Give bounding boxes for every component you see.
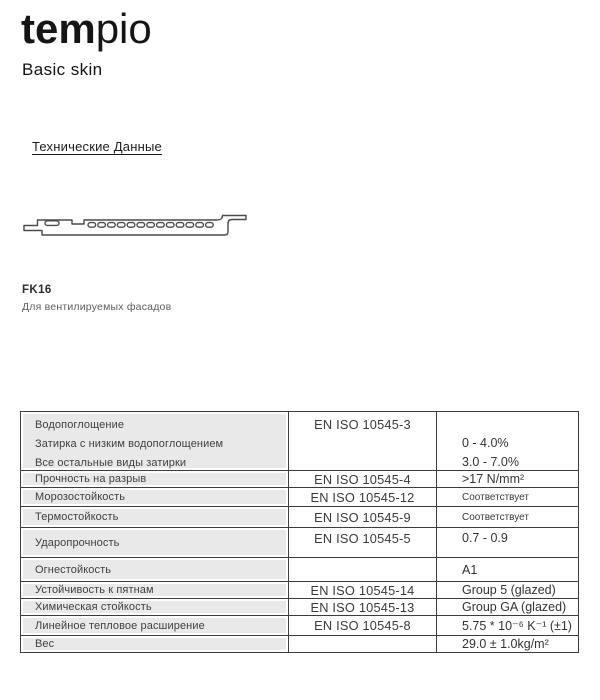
- table-row: [21, 507, 578, 528]
- standard-cell: [289, 507, 437, 527]
- value-text: 0 - 4.0%: [462, 436, 509, 450]
- standard-cell: [289, 412, 437, 470]
- value-cell: [437, 412, 578, 470]
- standard-label: EN ISO 10545-8: [314, 618, 411, 633]
- standard-label: EN ISO 10545-12: [310, 489, 415, 505]
- property-cell: [21, 636, 289, 652]
- property-label: Устойчивость к пятнам: [35, 584, 154, 596]
- standard-label: EN ISO 10545-5: [314, 531, 411, 546]
- property-label: Линейное тепловое расширение: [35, 619, 205, 632]
- value-text: >17 N/mm²: [462, 472, 525, 486]
- property-subline: Затирка с низким водопоглощением: [35, 438, 224, 450]
- standard-cell: [289, 488, 437, 506]
- property-cell: [21, 412, 289, 470]
- standard-label: EN ISO 10545-13: [310, 599, 415, 615]
- standard-cell: [289, 528, 437, 557]
- property-label: Прочность на разрыв: [35, 473, 147, 485]
- value-cell: [437, 582, 578, 598]
- panel-profile-drawing-icon: [20, 213, 248, 245]
- property-label: Водопоглощение: [35, 419, 125, 431]
- table-row: [21, 471, 578, 488]
- property-cell: [21, 507, 289, 527]
- standard-cell: [289, 636, 437, 652]
- standard-label: EN ISO 10545-3: [314, 417, 411, 432]
- value-text: Group 5 (glazed): [462, 583, 556, 597]
- table-row: [21, 488, 578, 507]
- value-cell: [437, 488, 578, 506]
- logo-bold-part: tem: [21, 5, 96, 52]
- property-cell: [21, 599, 289, 615]
- table-row: [21, 558, 578, 582]
- value-text: 29.0 ± 1.0kg/m²: [462, 637, 549, 651]
- table-row: [21, 582, 578, 599]
- standard-cell: [289, 582, 437, 598]
- property-cell: [21, 616, 289, 635]
- value-cell: [437, 616, 578, 635]
- value-cell: [437, 599, 578, 615]
- property-label: Вес: [35, 638, 55, 650]
- value-text: Соответствует: [462, 491, 529, 503]
- property-label: Термостойкость: [35, 511, 119, 523]
- property-cell: [21, 528, 289, 557]
- table-row: [21, 636, 578, 653]
- section-heading: Технические Данные: [32, 139, 162, 154]
- value-cell: [437, 558, 578, 581]
- property-cell: [21, 582, 289, 598]
- product-code-description: Для вентилируемых фасадов: [22, 301, 172, 313]
- property-label: Морозостойкость: [35, 491, 126, 503]
- value-cell: [437, 636, 578, 652]
- value-text: Соответствует: [462, 511, 529, 523]
- table-row: [21, 528, 578, 558]
- value-cell: [437, 507, 578, 527]
- property-label: Ударопрочность: [35, 536, 120, 549]
- value-text: Group GA (glazed): [462, 600, 567, 614]
- technical-data-table: [20, 411, 579, 653]
- standard-label: EN ISO 10545-4: [314, 471, 411, 487]
- property-cell: [21, 471, 289, 487]
- table-row: [21, 412, 578, 471]
- value-cell: [437, 528, 578, 557]
- standard-cell: [289, 471, 437, 487]
- property-subline: Все остальные виды затирки: [35, 457, 187, 469]
- property-label: Огнестойкость: [35, 563, 112, 576]
- brand-logo: [21, 4, 152, 54]
- property-label: Химическая стойкость: [35, 601, 152, 613]
- standard-cell: [289, 616, 437, 635]
- property-cell: [21, 488, 289, 506]
- logo-light-part: pio: [95, 5, 152, 52]
- standard-label: EN ISO 10545-14: [310, 582, 415, 598]
- table-row: [21, 599, 578, 616]
- value-text: 0.7 - 0.9: [462, 531, 508, 545]
- standard-cell: [289, 599, 437, 615]
- property-cell: [21, 558, 289, 581]
- table-row: [21, 616, 578, 636]
- product-name: Basic skin: [22, 60, 103, 79]
- standard-cell: [289, 558, 437, 581]
- product-code: FK16: [22, 284, 52, 296]
- value-cell: [437, 471, 578, 487]
- panel-cross-section-svg: [20, 213, 248, 240]
- standard-label: EN ISO 10545-9: [314, 509, 411, 525]
- value-text: A1: [462, 562, 478, 577]
- value-text: 3.0 - 7.0%: [462, 455, 519, 469]
- value-text: 5.75 * 10⁻⁶ K⁻¹ (±1): [462, 619, 572, 633]
